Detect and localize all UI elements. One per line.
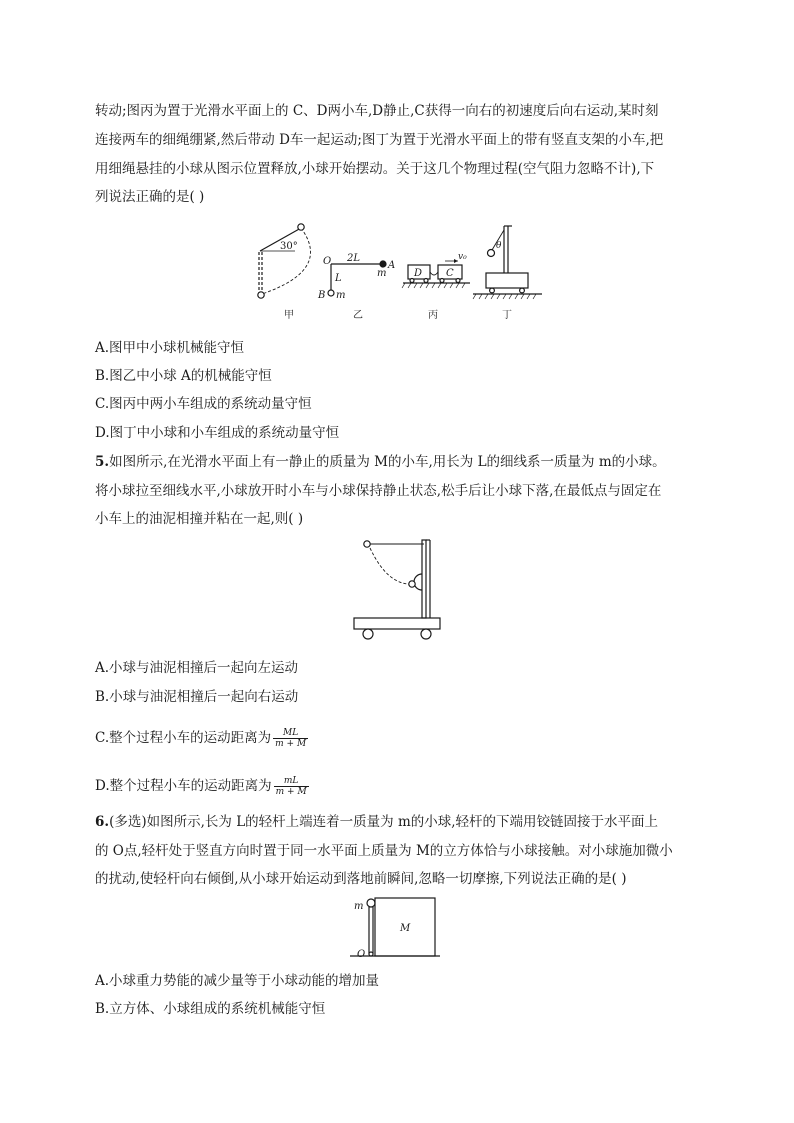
q4-option-c: C.图丙中两小车组成的系统动量守恒 [95,396,312,412]
fig-ding [473,226,542,299]
q5-option-d [95,776,309,797]
fig-jia [258,224,311,298]
q5-option-d-fraction [274,776,309,797]
q5-option-c-text: C.整个过程小车的运动距离为 [95,730,272,746]
q4-option-d: D.图丁中小球和小车组成的系统动量守恒 [95,425,340,441]
q5-text-line-3: 小车上的油泥相撞并粘在一起,则( ) [95,511,304,527]
q6-fig-m-label: m [354,901,364,912]
q6-fig-O-label: O [357,949,366,960]
q5-option-c [95,728,308,749]
q6-text-line-1-body: (多选)如图所示,长为 L的轻杆上端连着一质量为 m的小球,轻杆的下端用铰链固接于水平面上 [109,814,659,830]
q5-text-line-1 [95,452,666,472]
q6-number: 6. [95,814,110,830]
fig-yi-m-bottom: m [336,290,346,301]
q6-text-line-3: 的扰动,使轻杆向右倾倒,从小球开始运动到落地前瞬间,忽略一切摩擦,下列说法正确的是( ) [95,871,627,887]
fig-bing-C: C [446,268,454,279]
q4-text-line-3: 用细绳悬挂的小球从图示位置释放,小球开始摆动。关于这几个物理过程(空气阻力忽略不计),下 [95,161,655,177]
q5-option-c-denominator: m + M [275,739,307,749]
q6-text-line-2: 的 O点,轻杆处于竖直方向时置于同一水平面上质量为 M的立方体恰与小球接触。对小球施加微小 [95,843,673,859]
fig-yi-B: B [318,290,326,301]
q4-text-line-1: 转动;图丙为置于光滑水平面上的 C、D两小车,D静止,C获得一向右的初速度后向右运动,某时刻 [95,103,659,119]
fig-ding-theta: θ [496,241,502,251]
q4-figure [240,218,550,320]
q5-option-d-denominator: m + M [275,787,307,797]
q5-option-c-fraction [273,728,308,749]
q6-fig-M-label: M [400,923,411,934]
fig-caption-jia: 甲 [284,310,294,320]
fig-bing-v0: v₀ [458,252,467,262]
fig-yi-L: L [335,273,342,284]
fig-yi-A: A [388,260,396,271]
q4-option-b: B.图乙中小球 A的机械能守恒 [95,368,272,384]
fig-bing [402,259,470,288]
q5-number: 5. [95,454,110,470]
fig-caption-ding: 丁 [502,310,512,320]
fig-yi-m-top: m [377,268,387,279]
q5-option-a: A.小球与油泥相撞后一起向左运动 [95,660,299,676]
fig-caption-yi: 乙 [353,310,363,320]
fig-jia-angle: 30° [280,241,298,252]
q4-option-a: A.图甲中小球机械能守恒 [95,340,245,356]
q6-text-line-1 [95,812,658,832]
q5-option-d-numerator: mL [274,776,309,787]
fig-yi-2L: 2L [347,253,361,264]
fig-yi-O: O [323,256,332,267]
q5-option-b: B.小球与油泥相撞后一起向右运动 [95,689,299,705]
q4-text-line-4: 列说法正确的是( ) [95,189,205,205]
q4-text-line-2: 连接两车的细绳绷紧,然后带动 D车一起运动;图丁为置于光滑水平面上的带有竖直支架的小车,把 [95,132,664,148]
q5-option-c-numerator: ML [273,728,308,739]
q6-option-a: A.小球重力势能的减少量等于小球动能的增加量 [95,973,380,989]
q6-figure [350,894,445,962]
q5-text-line-2: 将小球拉至细线水平,小球放开时小车与小球保持静止状态,松手后让小球下落,在最低点与固定在 [95,483,662,499]
fig-caption-bing: 丙 [428,310,438,320]
fig-bing-D: D [414,268,423,279]
q5-figure [348,536,448,644]
q5-text-line-1-body: 如图所示,在光滑水平面上有一静止的质量为 M的小车,用长为 L的细线系一质量为 m的小球。 [109,454,666,470]
q6-option-b: B.立方体、小球组成的系统机械能守恒 [95,1001,326,1017]
q5-option-d-text: D.整个过程小车的运动距离为 [95,778,272,794]
